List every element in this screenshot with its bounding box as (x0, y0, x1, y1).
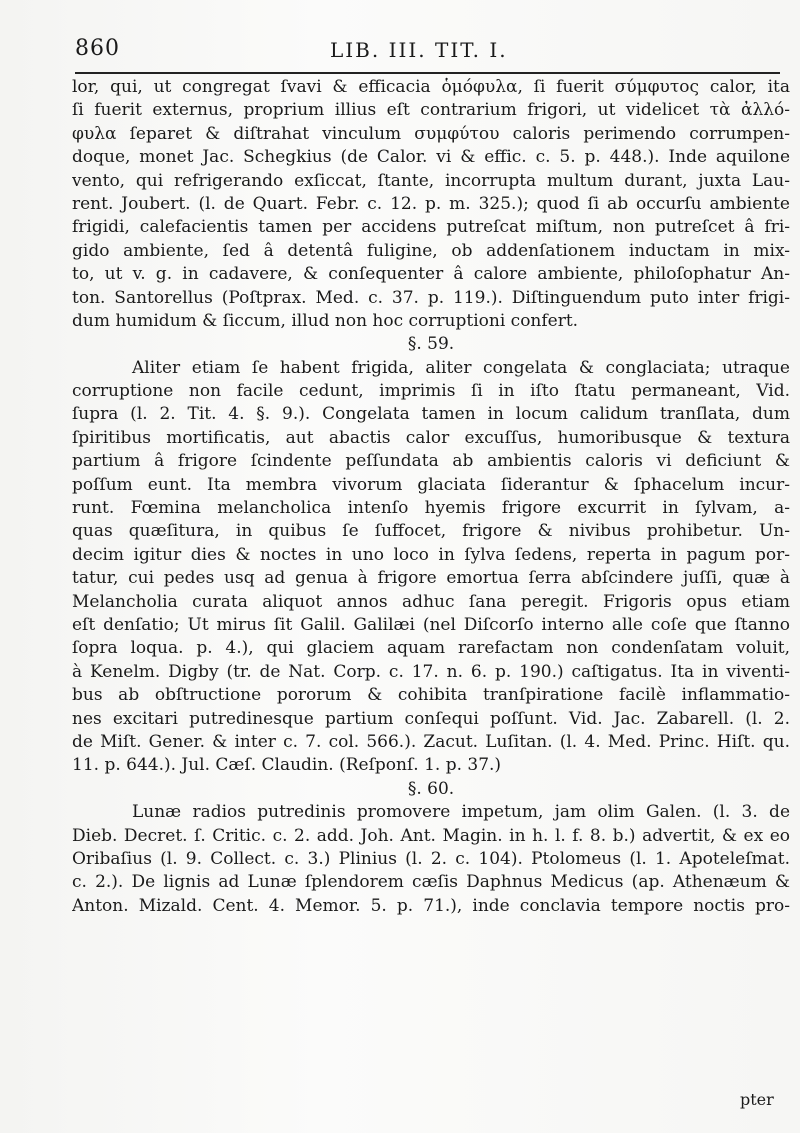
text-line: runt. Fœmina melancholica intenſo hyemis frigore excurrit in ſylvam, a- (72, 498, 790, 519)
text-line: Anton. Mizald. Cent. 4. Memor. 5. p. 71.), inde conclavia tempore noctis pro- (72, 895, 790, 916)
text-line: poſſum eunt. Ita membra vivorum glaciata ſiderantur & ſphacelum incur- (72, 474, 790, 495)
text-line: to, ut v. g. in cadavere, & conſequenter â calore ambiente, philoſophatur An- (72, 264, 790, 285)
text-line: nes excitari putredinesque partium conſequi poſſunt. Vid. Jac. Zabarell. (l. 2. (72, 708, 790, 729)
text-line: ſopra loqua. p. 4.), qui glaciem aquam rarefactam non condenſatam voluit, (72, 638, 790, 659)
text-line: de Miſt. Gener. & inter c. 7. col. 566.). Zacut. Luſitan. (l. 4. Med. Princ. Hiſt. qu. (72, 731, 790, 752)
text-line: doque, monet Jac. Schegkius (de Calor. vi & effic. c. 5. p. 448.). Inde aquilone (72, 147, 790, 168)
body-text (72, 76, 790, 918)
text-line: c. 2.). De lignis ad Lunæ ſplendorem cæſis Daphnus Medicus (ap. Athenæum & (72, 872, 790, 893)
text-line: ſi fuerit externus, proprium illius eſt contrarium frigori, ut videlicet τὰ ἀλλό- (72, 100, 790, 121)
section-heading: §. 59. (407, 334, 455, 355)
text-line: decim igitur dies & noctes in uno loco in ſylva ſedens, reperta in pagum por- (72, 544, 790, 565)
text-line: rent. Joubert. (l. de Quart. Febr. c. 12. p. m. 325.); quod ſi ab occurſu ambiente (72, 193, 790, 214)
text-line: dum humidum & ſiccum, illud non hoc corruptioni confert. (72, 310, 579, 331)
catchword: pter (740, 1090, 774, 1109)
text-line: eſt denſatio; Ut mirus ſit Galil. Galilæi (nel Diſcorſo interno alle coſe que ſtanno (72, 614, 790, 635)
text-line: partium â frigore ſcindente peſſundata ab ambientis caloris vi deficiunt & (72, 451, 790, 472)
text-line: corruptione non facile cedunt, imprimis ſi in iſto ſtatu permaneant, Vid. (72, 381, 790, 402)
text-line: ton. Santorellus (Poſtprax. Med. c. 37. p. 119.). Diſtinguendum puto inter frigi- (72, 287, 790, 308)
running-head: LIB. III. TIT. I. (330, 38, 508, 62)
text-line: quas quæſitura, in quibus ſe ſuffocet, frigore & nivibus prohibetur. Un- (72, 521, 790, 542)
text-line: tatur, cui pedes usq ad genua à frigore emortua ſerra abſcindere juſſi, quæ à (72, 568, 790, 589)
text-line: Lunæ radios putredinis promovere impetum, jam olim Galen. (l. 3. de (132, 802, 790, 823)
text-line: frigidi, calefacientis tamen per accidens putreſcat miſtum, non putreſcet â fri- (72, 217, 790, 238)
text-line: Melancholia curata aliquot annos adhuc ſana peregit. Frigoris opus etiam (72, 591, 790, 612)
text-line: Dieb. Decret. ſ. Critic. c. 2. add. Joh. Ant. Magin. in h. l. f. 8. b.) advertit, & ex eo (72, 825, 790, 846)
text-line: 11. p. 644.). Jul. Cæſ. Claudin. (Reſponſ. 1. p. 37.) (72, 755, 502, 776)
text-line: Aliter etiam ſe habent frigida, aliter congelata & conglaciata; utraque (132, 357, 790, 378)
text-line: φυλα ſeparet & diſtrahat vinculum συμφύτου caloris perimendo corrumpen- (72, 123, 790, 144)
text-line: ſupra (l. 2. Tit. 4. §. 9.). Congelata tamen in locum calidum tranſlata, dum (72, 404, 790, 425)
text-line: bus ab obſtructione pororum & cohibita tranſpiratione facilè inflammatio- (72, 685, 790, 706)
text-line: à Kenelm. Digby (tr. de Nat. Corp. c. 17. n. 6. p. 190.) caſtigatus. Ita in viventi- (72, 661, 790, 682)
page-number: 860 (75, 36, 120, 61)
text-line: Oribaſius (l. 9. Collect. c. 3.) Plinius (l. 2. c. 104). Ptolomeus (l. 1. Apoteleſmat. (72, 848, 790, 869)
text-line: ſpiritibus mortificatis, aut abactis calor excuſſus, humoribusque & textura (72, 427, 790, 448)
page-header (75, 34, 785, 64)
text-line: lor, qui, ut congregat ſvavi & efficacia ὁμόφυλα, ſi fuerit σύμφυτος calor, ita (72, 77, 790, 97)
header-rule (75, 72, 780, 74)
section-heading: §. 60. (407, 778, 455, 799)
text-line: gido ambiente, ſed â detentâ fuligine, ob addenſationem inductam in mix- (72, 240, 790, 261)
text-line: vento, qui refrigerando exſiccat, ſtante, incorrupta multum durant, juxta Lau- (72, 170, 790, 191)
